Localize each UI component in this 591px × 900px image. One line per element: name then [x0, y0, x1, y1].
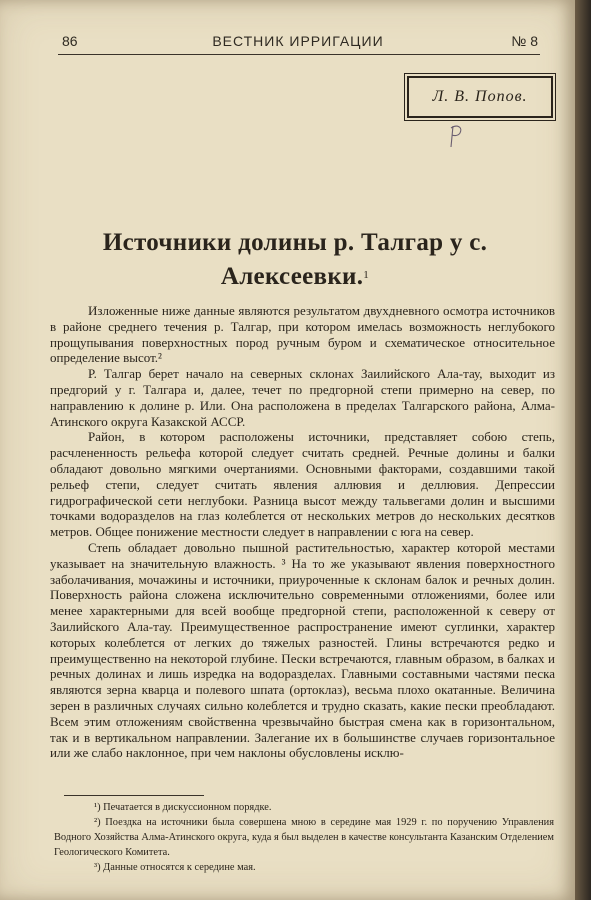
issue-number: № 8 — [511, 33, 538, 49]
paragraph: Р. Талгар берет начало на северных склонах Заилийского Ала-тау, выходит из предгорий у г. Талгара и, далее, течет по предгорной степи примерно на север, по направлению к долине р. Или. Она расположена в пределах Талгарского района, Алма-Атинского округа Казакской АССР. — [50, 366, 555, 429]
paragraph: Район, в котором расположены источники, представляет собою степь, расчлененность рельефа которой следует считать средней. Речные долины и балки обладают довольно мягкими очертаниями. Основными факторами, создавшими такой рельеф степи, следует считать явления аллювия и деллювия. Депрессии гидрографической сети неглубоки. Разница высот между тальвегами долин и высшими точками водоразделов на глаз колеблется от нескольких метров до нескольких десятков метров. Общее понижение местности следует в направлении с юга на север. — [50, 429, 555, 540]
title-footnote-ref: 1 — [363, 269, 370, 281]
handwritten-mark — [447, 123, 467, 149]
journal-title: ВЕСТНИК ИРРИГАЦИИ — [212, 33, 384, 49]
footnote: ³) Данные относятся к середине мая. — [94, 862, 256, 873]
footnotes — [54, 800, 554, 875]
author-name: Л. В. Попов. — [432, 88, 528, 105]
running-header — [58, 33, 538, 55]
page-number: 86 — [62, 33, 78, 49]
footnote-rule — [64, 795, 204, 796]
article-body — [50, 303, 555, 761]
page-edge-shadow — [575, 0, 591, 900]
footnote: ²) Поездка на источники была совершена мною в середине мая 1929 г. по поручению Управления Водного Хозяйства Алма-Атинского округа, куда я был выделен в качестве консультанта Казанским Отделением Геологического Комитета. — [54, 817, 554, 858]
paragraph: Изложенные ниже данные являются результатом двухдневного осмотра источников в районе среднего течения р. Талгар, при котором имелась возможность неглубокого прощупывания поверхностных пород ручным буром и схематическое относительное определение высот.² — [50, 303, 555, 366]
paragraph: Степь обладает довольно пышной растительностью, характер которой местами указывает на значительную влажность. ³ На то же указывают явления поверхностного заболачивания, мочажины и источники, приуроченные к склонам балок и речных долин. Поверхность района сложена исключительно современными отложениями, более или менее характерными для всей вообще предгорной степи, расположенной к северу от Заилийского Ала-тау. Преимущественное распространение имеют суглинки, характер которых колеблется от легких до тяжелых разностей. Глины встречаются редко и преимущественно на некоторой глубине. Пески встречаются, главным образом, в балках и речных долинах и лишь изредка на водоразделах. Главными составными частями песка являются зерна кварца и полевого шпата (ортоклаз), весьма плохо окатанные. Величина зерен в различных случаях сильно колеблется и трудно сказать, какие пески преобладают. Всем этим отложениям свойственна чрезвычайно быстрая смена как в горизонтальном, так и в вертикальном направлении. Залегание их в большинстве случаев горизонтальное или же слабо наклонное, при чем наклоны обусловлены исклю- — [50, 539, 555, 761]
author-box — [407, 76, 553, 118]
article-title-text: Источники долины р. Талгар у с. Алексеевки. — [102, 229, 488, 290]
header-rule — [58, 54, 540, 55]
footnote: ¹) Печатается в дискуссионном порядке. — [94, 802, 272, 813]
article-title — [60, 226, 530, 294]
